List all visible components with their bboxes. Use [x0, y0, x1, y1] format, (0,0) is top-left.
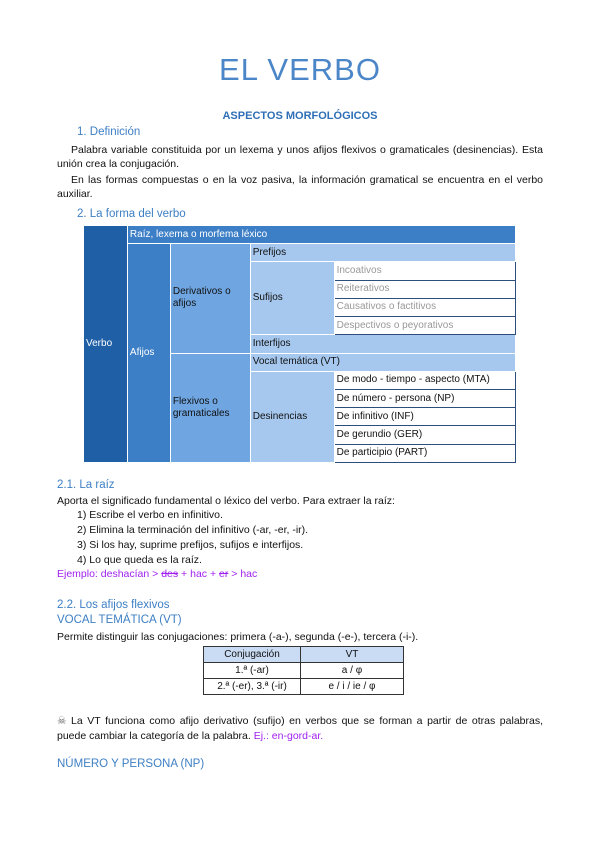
- list-item: 4) Lo que queda es la raíz.: [77, 554, 202, 566]
- example-strike-suffix: er: [219, 568, 229, 580]
- cell-prefijos: Prefijos: [250, 244, 515, 262]
- definition-paragraph-2: En las formas compuestas o en la voz pasiva, la información gramatical se encuentra en el verbo auxiliar.: [57, 174, 543, 200]
- definition-paragraph-1: Palabra variable constituida por un lexema y unos afijos flexivos o gramaticales (desinencias). Esta unión crea la conjugación.: [57, 144, 543, 170]
- cell-flexivos: Flexivos o gramaticales: [170, 353, 250, 462]
- cell-sufijos: Sufijos: [250, 262, 334, 335]
- skull-icon: ☠: [57, 715, 67, 727]
- list-item: 2) Elimina la terminación del infinitivo (-ar, -er, -ir).: [77, 524, 309, 536]
- cell-reiterativos: Reiterativos: [334, 280, 515, 298]
- vt-table-header-conjugacion: Conjugación: [204, 647, 301, 663]
- cell-interfijos: Interfijos: [250, 335, 515, 353]
- cell-incoativos: Incoativos: [334, 262, 515, 280]
- definition-text: [57, 143, 543, 201]
- vt-table-cell: 1.ª (-ar): [204, 663, 301, 679]
- cell-derivativos: Derivativos o afijos: [170, 244, 250, 353]
- section-subtitle: ASPECTOS MORFOLÓGICOS: [222, 110, 378, 122]
- cell-part: De participio (PART): [334, 444, 515, 462]
- heading-afijos-flexivos: 2.2. Los afijos flexivos: [57, 599, 170, 611]
- cell-vocal-tematica: Vocal temática (VT): [250, 353, 515, 371]
- heading-raiz: 2.1. La raíz: [57, 479, 115, 491]
- example-part: Ejemplo: deshacían >: [57, 568, 162, 580]
- heading-numero-persona: NÚMERO Y PERSONA (NP): [57, 758, 205, 770]
- cell-despectivos: Despectivos o peyorativos: [334, 317, 515, 335]
- vt-table-header-vt: VT: [301, 647, 404, 663]
- example-part: + hac +: [178, 568, 220, 580]
- heading-definicion: 1. Definición: [77, 126, 141, 138]
- heading-vocal-tematica: VOCAL TEMÁTICA (VT): [57, 614, 182, 626]
- vt-table-cell: e / i / ie / φ: [301, 679, 404, 695]
- cell-desinencias: Desinencias: [250, 371, 334, 462]
- cell-ger: De gerundio (GER): [334, 426, 515, 444]
- vt-table-cell: 2.ª (-er), 3.ª (-ir): [204, 679, 301, 695]
- vt-intro: Permite distinguir las conjugaciones: primera (-a-), segunda (-e-), tercera (-i-).: [57, 631, 419, 643]
- cell-mta: De modo - tiempo - aspecto (MTA): [334, 371, 515, 389]
- heading-forma-verbo: 2. La forma del verbo: [77, 208, 186, 220]
- page-title: EL VERBO: [219, 52, 381, 87]
- cell-raiz: Raíz, lexema o morfema léxico: [127, 226, 515, 244]
- cell-afijos: Afijos: [127, 244, 170, 463]
- raiz-intro: Aporta el significado fundamental o léxico del verbo. Para extraer la raíz:: [57, 495, 395, 507]
- cell-np: De número - persona (NP): [334, 389, 515, 407]
- vt-table-cell: a / φ: [301, 663, 404, 679]
- example-strike-prefix: des: [161, 568, 179, 580]
- raiz-steps-list: [77, 508, 308, 568]
- note-text: La VT funciona como afijo derivativo (sufijo) en verbos que se forman a partir de otras palabras, puede cambiar la categoría de la palabra.: [57, 715, 544, 742]
- vt-table: [203, 646, 404, 695]
- list-item: 1) Escribe el verbo en infinitivo.: [77, 509, 223, 521]
- cell-causativos: Causativos o factitivos: [334, 298, 515, 316]
- cell-verbo: Verbo: [84, 226, 128, 463]
- raiz-example: [57, 568, 257, 580]
- vt-note: [57, 714, 543, 744]
- example-part: > hac: [228, 568, 258, 580]
- cell-inf: De infinitivo (INF): [334, 408, 515, 426]
- list-item: 3) Si los hay, suprime prefijos, sufijos e interfijos.: [77, 539, 304, 551]
- note-example: Ej.: en-gord-ar.: [253, 730, 324, 742]
- verb-structure-table: [83, 225, 516, 463]
